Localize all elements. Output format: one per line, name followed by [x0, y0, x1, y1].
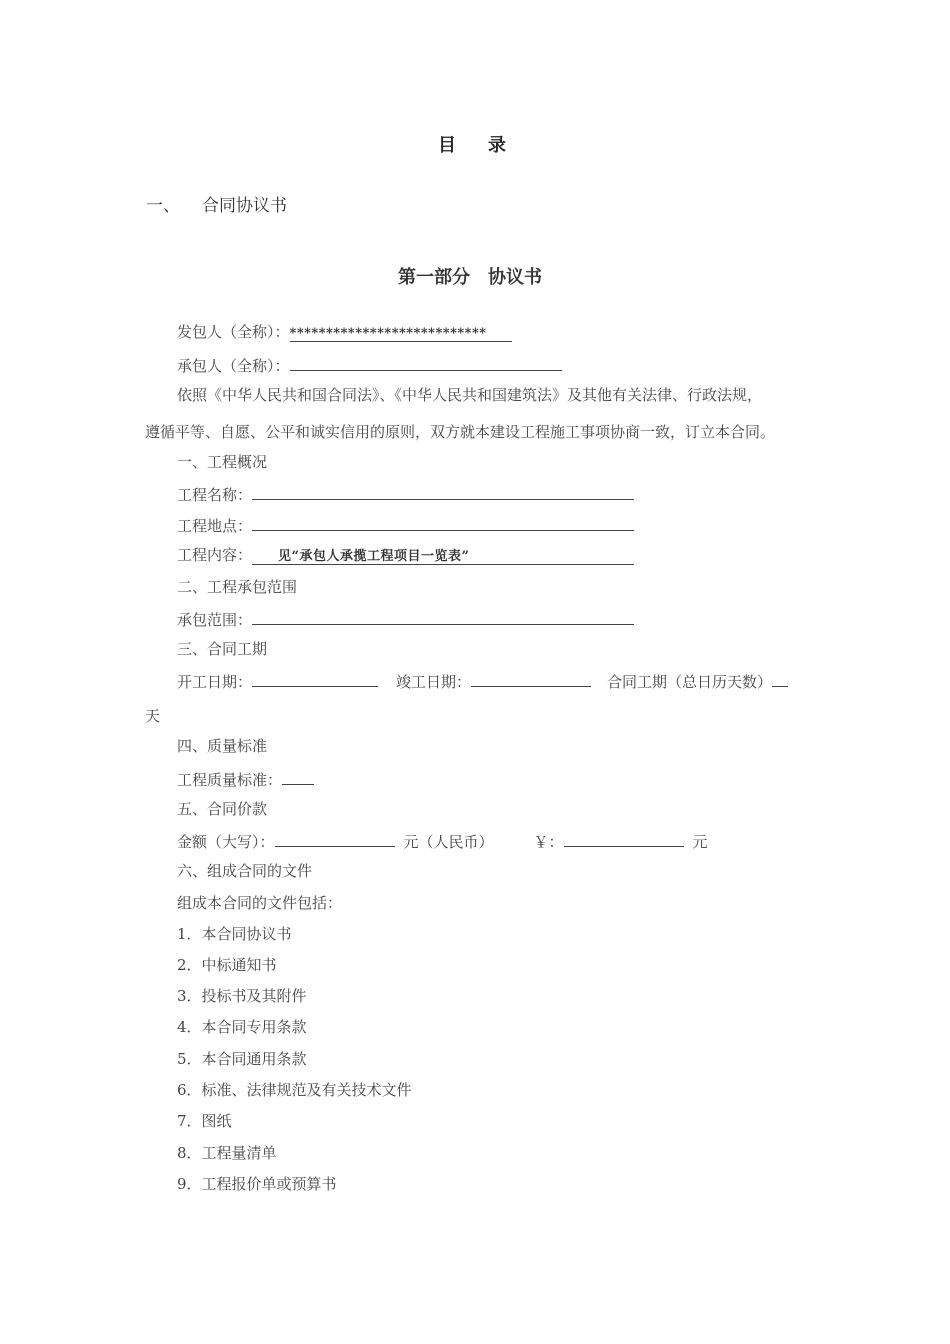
scope-label: 承包范围：	[177, 611, 253, 629]
amount-figures-field[interactable]	[564, 830, 684, 847]
scope-field[interactable]	[252, 608, 634, 625]
amount-words-field[interactable]	[275, 830, 395, 847]
yen-unit: 元	[692, 833, 708, 851]
duration-field[interactable]	[772, 670, 788, 687]
section-heading-price: 五、合同价款	[177, 800, 268, 818]
list-item-label: 图纸	[201, 1112, 232, 1130]
list-item-label: 本合同协议书	[201, 925, 292, 943]
amount-line	[177, 830, 708, 852]
toc-item-label: 合同协议书	[202, 196, 287, 216]
project-name-label: 工程名称：	[177, 486, 253, 504]
employer-field[interactable]: ***************************	[290, 324, 512, 342]
list-item-label: 工程报价单或预算书	[201, 1175, 337, 1193]
toc-item[interactable]	[146, 196, 287, 216]
duration-line	[177, 670, 788, 692]
start-date-field[interactable]	[252, 670, 378, 687]
toc-title: 目录	[438, 135, 538, 156]
duration-unit: 天	[145, 707, 161, 725]
documents-intro: 组成本合同的文件包括：	[177, 894, 343, 912]
list-item-number: 1．	[177, 925, 202, 943]
list-item	[177, 1080, 412, 1100]
list-item-number: 7．	[177, 1112, 202, 1130]
contractor-field[interactable]	[290, 354, 562, 371]
list-item	[177, 1111, 232, 1131]
toc-item-number: 一、	[146, 196, 180, 216]
list-item-number: 3．	[177, 987, 202, 1005]
list-item-number: 5．	[177, 1050, 202, 1068]
list-item	[177, 924, 292, 944]
start-date-label: 开工日期：	[177, 673, 253, 691]
list-item	[177, 986, 307, 1006]
amount-unit-rmb: 元（人民币）	[403, 833, 494, 851]
list-item	[177, 1017, 307, 1037]
finish-date-field[interactable]	[471, 670, 591, 687]
list-item-label: 标准、法律规范及有关技术文件	[201, 1081, 412, 1099]
list-item	[177, 955, 277, 975]
basis-text-line1: 依照《中华人民共和国合同法》、《中华人民共和国建筑法》及其他有关法律、行政法规，	[177, 386, 763, 404]
amount-label: 金额（大写）：	[177, 833, 275, 851]
list-item-label: 本合同通用条款	[201, 1050, 307, 1068]
list-item	[177, 1174, 337, 1194]
list-item-number: 2．	[177, 956, 202, 974]
duration-label: 合同工期（总日历天数）	[607, 673, 773, 691]
scope-line	[177, 608, 634, 630]
quality-field[interactable]	[282, 768, 314, 785]
section-heading-quality: 四、质量标准	[177, 737, 268, 755]
quality-line	[177, 768, 314, 790]
project-location-line	[177, 514, 634, 536]
list-item-number: 9．	[177, 1175, 202, 1193]
list-item-label: 投标书及其附件	[201, 987, 307, 1005]
part-title: 第一部分 协议书	[398, 267, 542, 288]
list-item-label: 本合同专用条款	[201, 1018, 307, 1036]
section-heading-documents: 六、组成合同的文件	[177, 862, 313, 880]
project-content-field[interactable]: 见“承包人承揽工程项目一览表”	[252, 547, 634, 565]
list-item-label: 工程量清单	[201, 1144, 277, 1162]
project-content-line	[177, 545, 634, 565]
list-item-number: 4．	[177, 1018, 202, 1036]
section-heading-duration: 三、合同工期	[177, 640, 268, 658]
employer-line	[177, 322, 512, 342]
project-location-field[interactable]	[252, 514, 634, 531]
section-heading-scope: 二、工程承包范围	[177, 578, 298, 596]
list-item	[177, 1049, 307, 1069]
yen-label: ￥：	[533, 833, 564, 851]
project-name-line	[177, 483, 634, 505]
contractor-line	[177, 354, 562, 376]
basis-text-line2: 遵循平等、自愿、公平和诚实信用的原则，双方就本建设工程施工事项协商一致，订立本合同。	[145, 423, 776, 441]
list-item-label: 中标通知书	[201, 956, 277, 974]
list-item-number: 8．	[177, 1144, 202, 1162]
section-heading-overview: 一、工程概况	[177, 453, 268, 471]
project-name-field[interactable]	[252, 483, 634, 500]
quality-label: 工程质量标准：	[177, 771, 283, 789]
contractor-label: 承包人（全称）：	[177, 357, 290, 375]
employer-label: 发包人（全称）：	[177, 323, 290, 341]
list-item-number: 6．	[177, 1081, 202, 1099]
finish-date-label: 竣工日期：	[396, 673, 472, 691]
project-location-label: 工程地点：	[177, 517, 253, 535]
list-item	[177, 1143, 277, 1163]
project-content-label: 工程内容：	[177, 546, 253, 564]
